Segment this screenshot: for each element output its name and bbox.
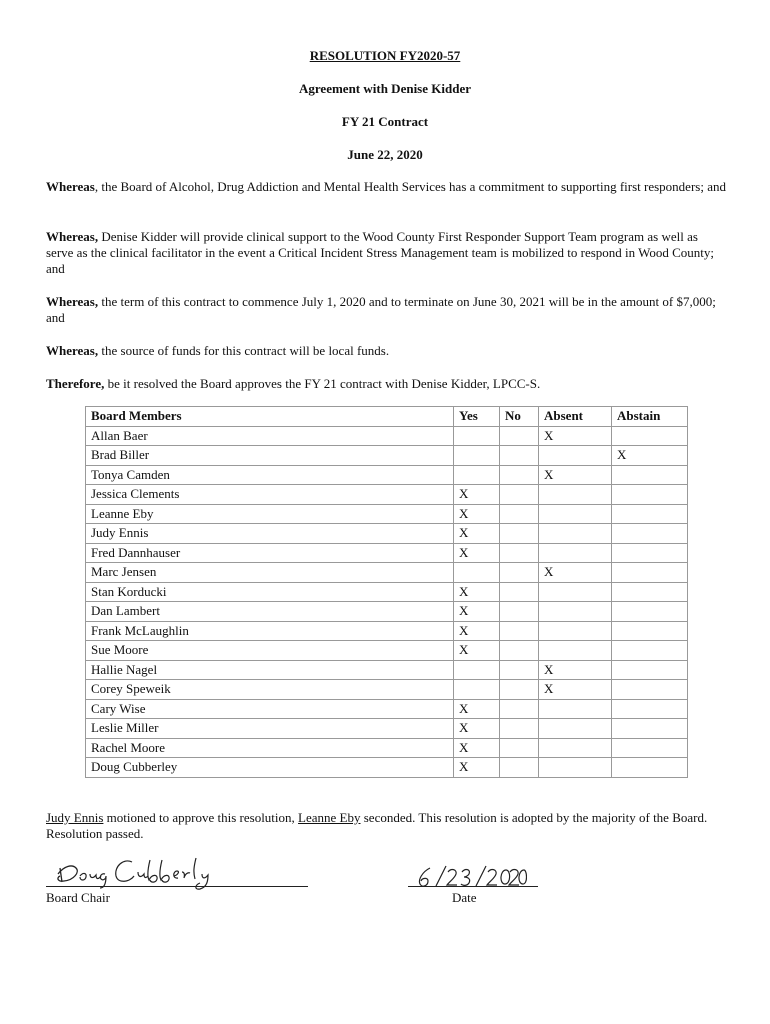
vote-abstain — [612, 563, 688, 583]
table-row — [86, 563, 688, 583]
member-name: Stan Korducki — [86, 582, 454, 602]
vote-abstain — [612, 738, 688, 758]
vote-yes — [454, 563, 500, 583]
vote-abstain — [612, 465, 688, 485]
motion-statement: Judy Ennis motioned to approve this resolution, Leanne Eby seconded. This resolution is adopted by the majority of the Board. Resolution passed. — [46, 810, 708, 841]
vote-absent — [539, 719, 612, 739]
vote-abstain — [612, 524, 688, 544]
member-name: Cary Wise — [86, 699, 454, 719]
chair-signature-line — [46, 886, 308, 887]
vote-absent: X — [539, 660, 612, 680]
vote-no — [500, 524, 539, 544]
vote-yes: X — [454, 524, 500, 544]
vote-abstain — [612, 426, 688, 446]
seconder-name: Leanne Eby — [298, 810, 361, 825]
vote-yes: X — [454, 602, 500, 622]
vote-abstain — [612, 758, 688, 778]
vote-yes — [454, 680, 500, 700]
vote-yes: X — [454, 738, 500, 758]
vote-abstain — [612, 699, 688, 719]
vote-no — [500, 758, 539, 778]
vote-absent — [539, 446, 612, 466]
vote-yes: X — [454, 582, 500, 602]
vote-no — [500, 660, 539, 680]
member-name: Marc Jensen — [86, 563, 454, 583]
vote-yes — [454, 465, 500, 485]
vote-no — [500, 719, 539, 739]
therefore-paragraph: Therefore, be it resolved the Board approves the FY 21 contract with Denise Kidder, LPCC-S. — [46, 376, 541, 391]
date-label: Date — [452, 890, 477, 905]
vote-yes: X — [454, 699, 500, 719]
header-no: No — [500, 407, 539, 427]
member-name: Leanne Eby — [86, 504, 454, 524]
vote-absent: X — [539, 426, 612, 446]
table-row — [86, 719, 688, 739]
vote-absent — [539, 524, 612, 544]
member-name: Rachel Moore — [86, 738, 454, 758]
table-row — [86, 641, 688, 661]
table-row — [86, 485, 688, 505]
table-row — [86, 504, 688, 524]
table-row — [86, 699, 688, 719]
vote-abstain — [612, 543, 688, 563]
vote-no — [500, 465, 539, 485]
vote-abstain — [612, 680, 688, 700]
member-name: Leslie Miller — [86, 719, 454, 739]
vote-no — [500, 543, 539, 563]
table-row — [86, 680, 688, 700]
member-name: Judy Ennis — [86, 524, 454, 544]
vote-no — [500, 582, 539, 602]
table-row — [86, 426, 688, 446]
whereas-paragraph-2: Whereas, Denise Kidder will provide clinical support to the Wood County First Responder Support Team program as well as serve as the clinical facilitator in the event a Critical Incident Stress Management team is mobilized to respond in Wood County; and — [46, 229, 715, 276]
vote-absent — [539, 602, 612, 622]
table-row — [86, 621, 688, 641]
date-signature-line — [408, 886, 538, 887]
vote-abstain — [612, 504, 688, 524]
member-name: Fred Dannhauser — [86, 543, 454, 563]
vote-no — [500, 699, 539, 719]
whereas-paragraph-3: Whereas, the term of this contract to commence July 1, 2020 and to terminate on June 30, 2021 will be in the amount of $7,000; and — [46, 294, 716, 325]
handwritten-date — [412, 862, 527, 892]
table-row — [86, 446, 688, 466]
vote-absent — [539, 504, 612, 524]
vote-absent: X — [539, 465, 612, 485]
vote-absent — [539, 738, 612, 758]
table-row — [86, 738, 688, 758]
vote-abstain — [612, 621, 688, 641]
vote-absent — [539, 621, 612, 641]
header-yes: Yes — [454, 407, 500, 427]
vote-yes: X — [454, 719, 500, 739]
whereas-paragraph-1: Whereas, the Board of Alcohol, Drug Addiction and Mental Health Services has a commitment to supporting first responders; and — [46, 179, 726, 194]
member-name: Corey Speweik — [86, 680, 454, 700]
table-row — [86, 543, 688, 563]
table-row — [86, 465, 688, 485]
vote-yes: X — [454, 485, 500, 505]
vote-yes: X — [454, 543, 500, 563]
vote-yes — [454, 426, 500, 446]
table-row — [86, 582, 688, 602]
header-abstain: Abstain — [612, 407, 688, 427]
vote-absent — [539, 543, 612, 563]
resolution-title: RESOLUTION FY2020-57 — [309, 48, 461, 63]
vote-no — [500, 641, 539, 661]
vote-absent — [539, 641, 612, 661]
vote-no — [500, 563, 539, 583]
vote-abstain: X — [612, 446, 688, 466]
board-chair-label: Board Chair — [46, 890, 110, 905]
vote-absent — [539, 582, 612, 602]
member-name: Frank McLaughlin — [86, 621, 454, 641]
vote-no — [500, 504, 539, 524]
member-name: Jessica Clements — [86, 485, 454, 505]
member-name: Sue Moore — [86, 641, 454, 661]
member-name: Allan Baer — [86, 426, 454, 446]
vote-absent — [539, 699, 612, 719]
vote-yes: X — [454, 621, 500, 641]
resolution-date: June 22, 2020 — [347, 147, 423, 162]
vote-no — [500, 621, 539, 641]
vote-no — [500, 738, 539, 758]
member-name: Tonya Camden — [86, 465, 454, 485]
vote-yes: X — [454, 504, 500, 524]
vote-abstain — [612, 660, 688, 680]
whereas-paragraph-4: Whereas, the source of funds for this contract will be local funds. — [46, 343, 390, 358]
vote-no — [500, 426, 539, 446]
vote-absent — [539, 758, 612, 778]
agreement-subtitle: Agreement with Denise Kidder — [299, 81, 471, 96]
vote-abstain — [612, 641, 688, 661]
vote-yes — [454, 446, 500, 466]
vote-no — [500, 680, 539, 700]
vote-abstain — [612, 582, 688, 602]
vote-yes: X — [454, 641, 500, 661]
contract-heading: FY 21 Contract — [341, 114, 429, 129]
vote-table-body — [86, 426, 688, 777]
mover-name: Judy Ennis — [46, 810, 104, 825]
vote-abstain — [612, 485, 688, 505]
member-name: Dan Lambert — [86, 602, 454, 622]
vote-yes — [454, 660, 500, 680]
member-name: Brad Biller — [86, 446, 454, 466]
vote-absent: X — [539, 680, 612, 700]
table-row — [86, 602, 688, 622]
vote-absent — [539, 485, 612, 505]
member-name: Hallie Nagel — [86, 660, 454, 680]
vote-abstain — [612, 602, 688, 622]
vote-yes: X — [454, 758, 500, 778]
table-row — [86, 660, 688, 680]
table-row — [86, 758, 688, 778]
table-row — [86, 524, 688, 544]
vote-abstain — [612, 719, 688, 739]
vote-absent: X — [539, 563, 612, 583]
vote-table-header — [86, 407, 688, 427]
header-board-members: Board Members — [86, 407, 454, 427]
member-name: Doug Cubberley — [86, 758, 454, 778]
vote-no — [500, 602, 539, 622]
vote-no — [500, 485, 539, 505]
header-absent: Absent — [539, 407, 612, 427]
vote-no — [500, 446, 539, 466]
vote-table — [85, 406, 688, 778]
